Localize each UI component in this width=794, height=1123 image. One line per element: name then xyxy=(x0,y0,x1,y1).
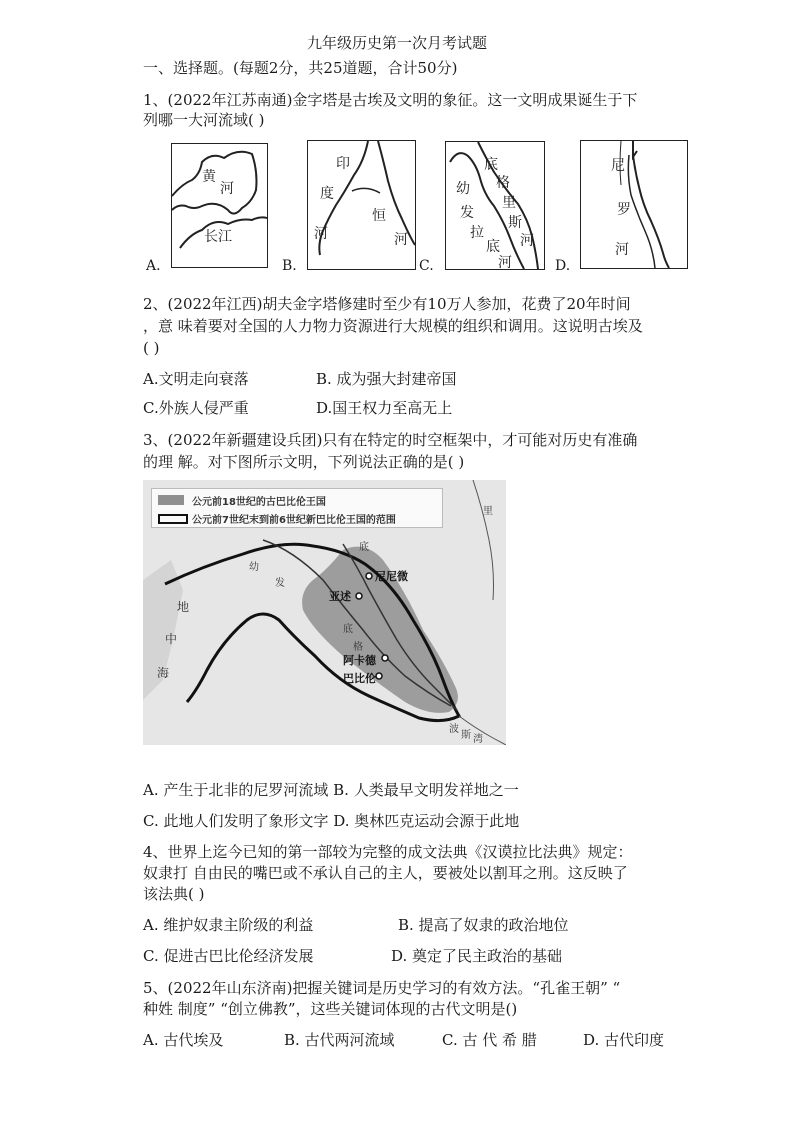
q4-option-a[interactable]: A. 维护奴隶主阶级的利益 xyxy=(143,916,314,934)
map-b-label: 恒 xyxy=(372,208,386,224)
city-label-babylon: 巴比伦 xyxy=(343,672,376,685)
map-c-label: 底 xyxy=(484,157,498,173)
page-title: 九年级历史第一次月考试题 xyxy=(306,34,487,52)
q3-stem-line2: 的理 解。对下图所示文明，下列说法正确的是( ) xyxy=(143,453,465,471)
q2-option-c[interactable]: C.外族人侵严重 xyxy=(143,399,249,417)
legend-outline-swatch xyxy=(158,514,188,524)
map-label: 斯 xyxy=(461,730,471,741)
q1-map-d xyxy=(580,140,688,269)
q1-map-a xyxy=(171,143,268,268)
map-d-label: 河 xyxy=(615,242,629,258)
map-a-label: 长江 xyxy=(204,229,232,245)
map-label: 底 xyxy=(359,542,369,553)
q2-option-b[interactable]: B. 成为强大封建帝国 xyxy=(316,370,457,388)
q3-stem-line1: 3、(2022年新疆建设兵团)只有在特定的时空框架中，才可能对历史有准确 xyxy=(143,431,638,449)
q1-option-d[interactable]: D. xyxy=(555,258,571,274)
q2-stem-line3: ( ) xyxy=(143,339,160,357)
map-c-label: 发 xyxy=(460,205,474,221)
q3-options-ab[interactable]: A. 产生于北非的尼罗河流域 B. 人类最早文明发祥地之一 xyxy=(143,781,519,799)
q5-option-c[interactable]: C. 古 代 希 腊 xyxy=(442,1031,537,1049)
q5-stem-line1: 5、(2022年山东济南)把握关键词是历史学习的有效方法。“孔雀王朝” “ xyxy=(143,979,621,997)
q2-option-a[interactable]: A.文明走向衰落 xyxy=(143,370,249,388)
mesopotamia-map xyxy=(143,480,506,745)
q3-options-cd[interactable]: C. 此地人们发明了象形文字 D. 奥林匹克运动会源于此地 xyxy=(143,812,520,830)
map-c-label: 斯 xyxy=(508,215,522,231)
map-label: 幼 xyxy=(249,562,259,573)
map-c-label: 底 xyxy=(486,239,500,255)
map-b-label: 河 xyxy=(394,232,408,248)
map-label: 格 xyxy=(353,642,363,653)
map-label: 底 xyxy=(343,624,353,635)
map-label: 波 xyxy=(449,724,459,735)
legend-shade-swatch xyxy=(158,495,184,505)
q2-stem-line2: ，意 味着要对全国的人力物力资源进行大规模的组织和调用。这说明古埃及 xyxy=(143,317,643,335)
city-label-assur: 亚述 xyxy=(329,590,351,603)
legend-label-new: 公元前7世纪末到前6世纪新巴比伦王国的范围 xyxy=(192,515,396,526)
map-b-label: 印 xyxy=(336,156,350,172)
q5-option-d[interactable]: D. 古代印度 xyxy=(583,1031,665,1049)
map-a-label: 河 xyxy=(220,181,234,197)
q4-option-d[interactable]: D. 奠定了民主政治的基础 xyxy=(391,947,563,965)
q1-option-c[interactable]: C. xyxy=(419,258,434,274)
section-heading: 一、选择题。(每题2分，共25道题，合计50分) xyxy=(143,59,458,77)
map-label: 湾 xyxy=(473,734,483,745)
map-b-label: 度 xyxy=(320,186,334,202)
q1-map-c xyxy=(445,141,545,270)
map-legend xyxy=(151,488,443,528)
map-d-label: 罗 xyxy=(617,202,631,218)
map-d-label: 尼 xyxy=(611,158,625,174)
q1-option-b[interactable]: B. xyxy=(282,258,297,274)
q1-stem-line2: 列哪一大河流域( ) xyxy=(143,111,265,129)
q5-option-a[interactable]: A. 古代埃及 xyxy=(143,1031,224,1049)
map-b-label: 河 xyxy=(314,226,328,242)
q4-stem-line1: 4、世界上迄今已知的第一部较为完整的成文法典《汉谟拉比法典》规定： xyxy=(143,843,633,861)
city-label-akkad: 阿卡德 xyxy=(343,654,376,667)
map-a-label: 黄 xyxy=(202,169,216,185)
q4-option-b[interactable]: B. 提高了奴隶的政治地位 xyxy=(398,916,569,934)
map-c-label: 河 xyxy=(520,233,534,249)
map-label: 发 xyxy=(275,578,285,589)
q2-stem-line1: 2、(2022年江西)胡夫金字塔修建时至少有10万人参加，花费了20年时间 xyxy=(143,295,631,313)
q4-option-c[interactable]: C. 促进古巴比伦经济发展 xyxy=(143,947,314,965)
map-label: 海 xyxy=(157,666,170,680)
q5-stem-line2: 种姓 制度” “创立佛教”，这些关键词体现的古代文明是() xyxy=(143,1000,518,1018)
q1-stem-line1: 1、(2022年江苏南通)金字塔是古埃及文明的象征。这一文明成果诞生于下 xyxy=(143,91,638,109)
map-label: 中 xyxy=(165,632,178,646)
map-c-label: 幼 xyxy=(456,181,470,197)
q1-option-a[interactable]: A. xyxy=(146,258,161,274)
q5-option-b[interactable]: B. 古代两河流域 xyxy=(284,1031,395,1049)
legend-label-old: 公元前18世纪的古巴比伦王国 xyxy=(192,497,326,508)
map-c-label: 河 xyxy=(498,255,512,270)
q4-stem-line2: 奴隶打 自由民的嘴巴或不承认自己的主人，要被处以割耳之刑。这反映了 xyxy=(143,864,628,882)
map-c-label: 格 xyxy=(496,175,510,191)
map-label: 地 xyxy=(177,600,190,614)
map-c-label: 里 xyxy=(502,195,516,211)
city-label-nineveh: 尼尼微 xyxy=(375,570,408,583)
map-c-label: 拉 xyxy=(470,225,484,241)
q2-option-d[interactable]: D.国王权力至高无上 xyxy=(316,399,453,417)
q1-map-b xyxy=(307,140,416,270)
q4-stem-line3: 该法典( ) xyxy=(143,885,205,903)
map-label: 里 xyxy=(483,506,493,517)
